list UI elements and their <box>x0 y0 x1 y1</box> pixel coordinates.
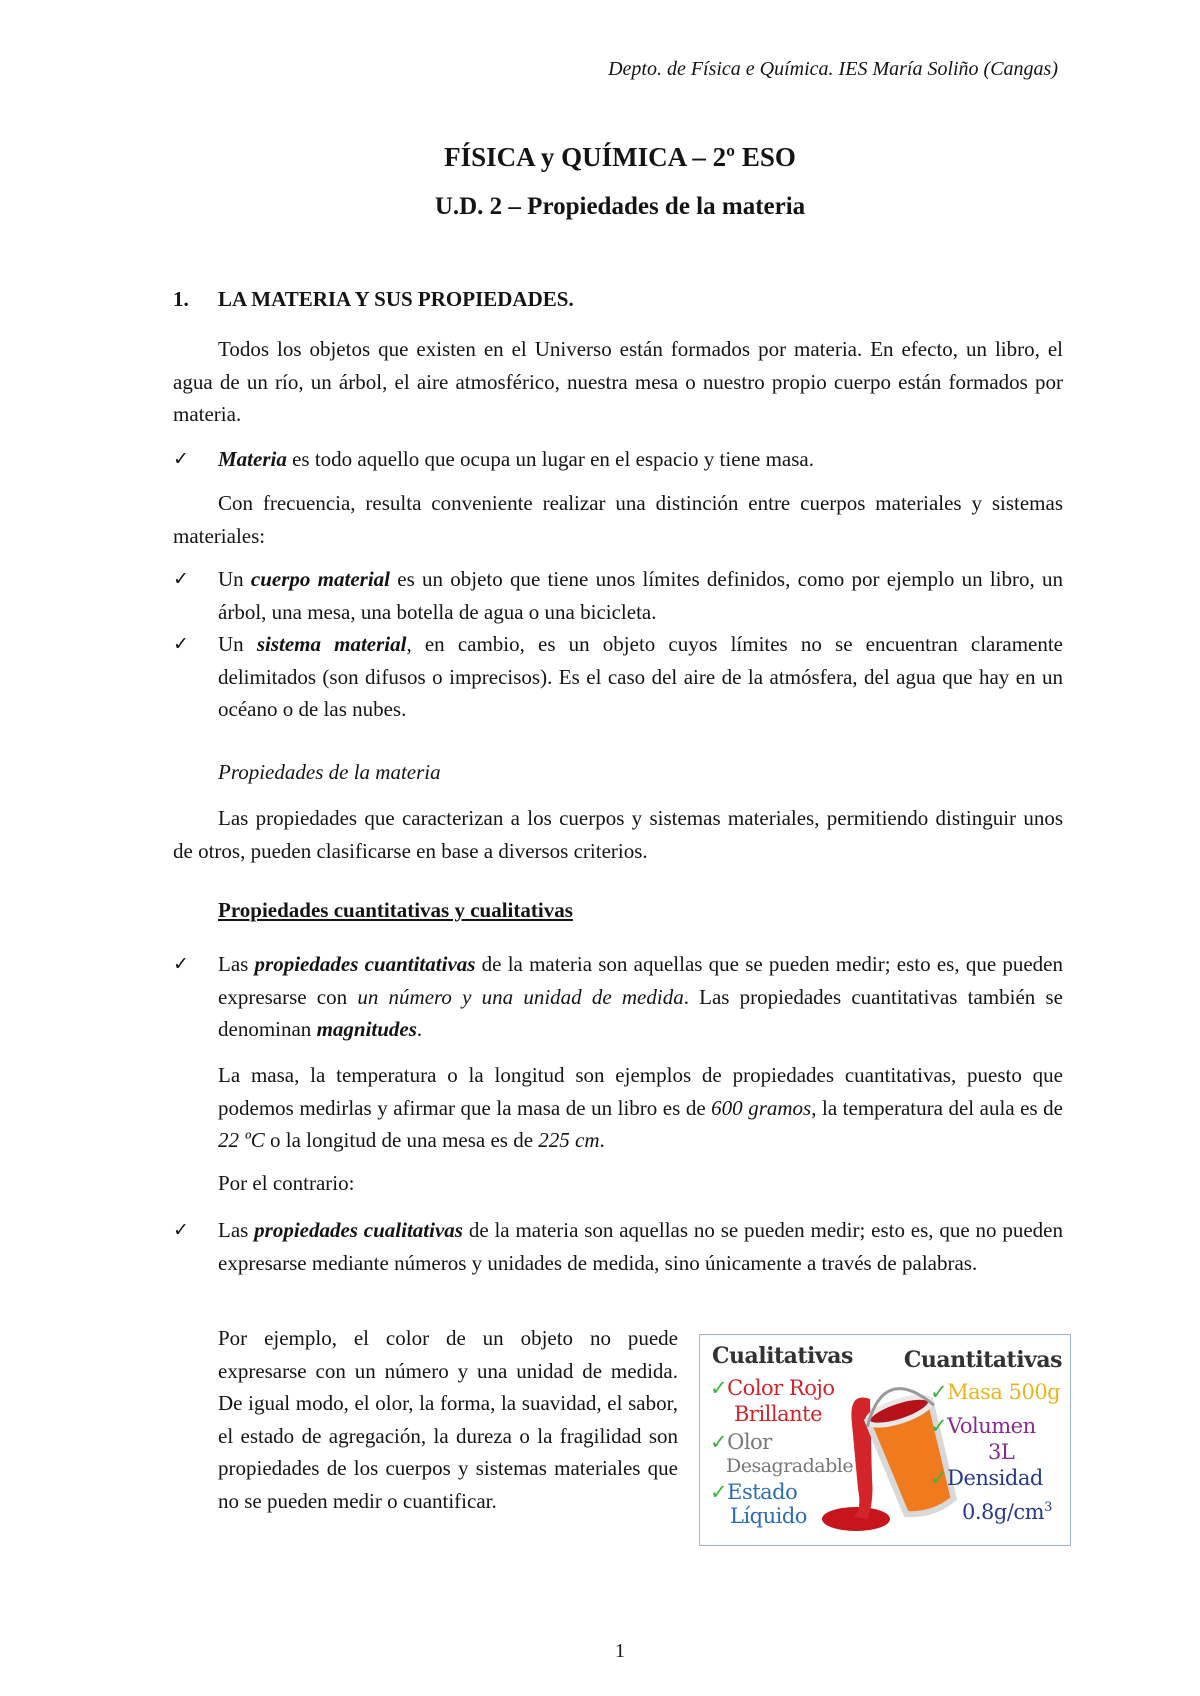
ex-a: La masa, la temperatura o la longitud son ejemplos de propiedades cuantitativas, puesto que podemos medirlas y afirmar que la masa de un libro es de <box>218 1063 1063 1120</box>
unit-title: U.D. 2 – Propiedades de la materia <box>434 193 806 220</box>
distinction-paragraph: Con frecuencia, resulta conveniente realizar una distinción entre cuerpos materiales y sistemas materiales: <box>173 491 1063 548</box>
olor-label: Olor <box>727 1430 772 1454</box>
figure-right-item-3 <box>930 1467 1043 1489</box>
densidad-number: 0.8g/cm <box>962 1500 1045 1524</box>
contrario-text: Por el contrario: <box>218 1171 355 1195</box>
cuerpo-pre: Un <box>218 567 251 591</box>
masa-label: Masa 500g <box>947 1380 1061 1404</box>
ex-b: , la temperatura del aula es de <box>811 1095 1064 1120</box>
check-icon: ✓ <box>173 633 189 655</box>
page-header: Depto. de Física e Química. IES María Soliño (Cangas) <box>608 58 1058 80</box>
figure-left-item-3 <box>710 1481 797 1503</box>
check-icon: ✓ <box>173 953 189 975</box>
intro-paragraph: Todos los objetos que existen en el Universo están formados por materia. En efecto, un libro, el agua de un río, un árbol, el aire atmosférico, nuestra mesa o nuestro propio cuerpo están formados por materia. <box>173 337 1063 426</box>
materia-term: Materia <box>218 447 287 471</box>
figure-right-item-2 <box>930 1415 1036 1437</box>
course-title: FÍSICA y QUÍMICA – 2º ESO <box>444 142 796 172</box>
section-heading <box>173 287 574 312</box>
green-check-icon: ✓ <box>930 1380 948 1404</box>
ex-d: . <box>599 1128 605 1152</box>
green-check-icon: ✓ <box>930 1466 948 1490</box>
cual-text: de la materia son aquellas no se pueden medir; esto es, que no pueden expresarse mediante números y unidades de medida, sino únicamente a través de palabras. <box>218 1218 1063 1275</box>
sistema-text: , en cambio, es un objeto cuyos límites no se encuentran claramente delimitados (son difusos o imprecisos). Es el caso del aire de la atmósfera, del agua que hay en un océano o de las nubes. <box>218 632 1064 721</box>
cuantitativas-item <box>173 948 1063 1046</box>
cuant-end: . <box>416 1017 423 1041</box>
cuant-mid2: . Las propiedades cuantitativas también se denominan <box>218 984 1063 1041</box>
figure-right-item-1 <box>930 1381 1060 1403</box>
page-number: 1 <box>615 1640 625 1662</box>
check-icon: ✓ <box>173 448 189 470</box>
densidad-value <box>962 1497 1052 1523</box>
estado-label: Estado <box>727 1480 798 1504</box>
ex-mass: 600 gramos <box>711 1095 812 1120</box>
check-icon: ✓ <box>173 1219 189 1241</box>
cubic-exponent: 3 <box>1044 1500 1052 1515</box>
cuant-mid: de la materia son aquellas que se pueden medir; esto es, que pueden expresarse con <box>218 952 1063 1009</box>
section-title: LA MATERIA Y SUS PROPIEDADES. <box>218 287 574 311</box>
cuerpo-text: es un objeto que tiene unos límites definidos, como por ejemplo un libro, un árbol, una mesa, una botella de agua o una bicicleta. <box>218 567 1063 624</box>
cuant-pre: Las <box>218 952 255 976</box>
propiedades-paragraph: Las propiedades que caracterizan a los cuerpos y sistemas materiales, permitiendo distinguir unos de otros, pueden clasificarse en base a diversos criterios. <box>173 806 1063 863</box>
check-icon: ✓ <box>173 568 189 590</box>
cuant-italic: un número y una unidad de medida <box>357 984 684 1009</box>
cuerpo-term: cuerpo material <box>250 567 390 591</box>
sistema-pre: Un <box>218 632 257 656</box>
cuantitativas-heading: Propiedades cuantitativas y cualitativas <box>218 898 573 922</box>
figure-left-header: Cualitativas <box>712 1343 853 1369</box>
liquido-label: Líquido <box>730 1504 807 1528</box>
color-rojo-label: Color Rojo <box>727 1376 835 1400</box>
materia-def-text: es todo aquello que ocupa un lugar en el espacio y tiene masa. <box>286 447 814 471</box>
cualitativas-item <box>173 1214 1063 1279</box>
section-number: 1. <box>173 287 189 311</box>
cual-pre: Las <box>218 1218 255 1242</box>
green-check-icon: ✓ <box>710 1480 728 1504</box>
ex-temp: 22 ºC <box>218 1128 265 1152</box>
magnitudes-term: magnitudes <box>316 1017 417 1041</box>
cual-term: propiedades cualitativas <box>254 1218 463 1242</box>
cuerpo-material-item <box>173 563 1063 628</box>
sistema-term: sistema material <box>256 632 407 656</box>
green-check-icon: ✓ <box>710 1376 728 1400</box>
cualitativas-example: Por ejemplo, el color de un objeto no puede expresarse con un número y una unidad de medida. De igual modo, el olor, la forma, la suavidad, el sabor, el estado de agregación, la dureza o la fragilidad son propiedades de los cuerpos y sistemas materiales que no se pueden medir o cuantificar. <box>218 1326 678 1513</box>
densidad-label: Densidad <box>947 1466 1043 1490</box>
propiedades-subtitle: Propiedades de la materia <box>218 760 441 784</box>
cuantitativas-examples <box>218 1059 1063 1157</box>
volumen-label: Volumen <box>947 1414 1036 1438</box>
green-check-icon: ✓ <box>710 1430 728 1454</box>
ex-c: o la longitud de una mesa es de <box>264 1128 539 1152</box>
green-check-icon: ✓ <box>930 1414 948 1438</box>
figure-left-item-2 <box>710 1431 772 1453</box>
sistema-material-item <box>173 628 1063 726</box>
volumen-value: 3L <box>988 1440 1015 1464</box>
ex-length: 225 cm <box>538 1128 600 1152</box>
materia-definition <box>173 443 1063 476</box>
figure-right-header: Cuantitativas <box>903 1347 1062 1373</box>
brillante-label: Brillante <box>734 1402 823 1426</box>
cuant-term: propiedades cuantitativas <box>254 952 476 976</box>
desagradable-label: Desagradable <box>726 1455 854 1477</box>
figure-left-item-1 <box>710 1377 835 1399</box>
properties-figure <box>699 1334 1071 1546</box>
